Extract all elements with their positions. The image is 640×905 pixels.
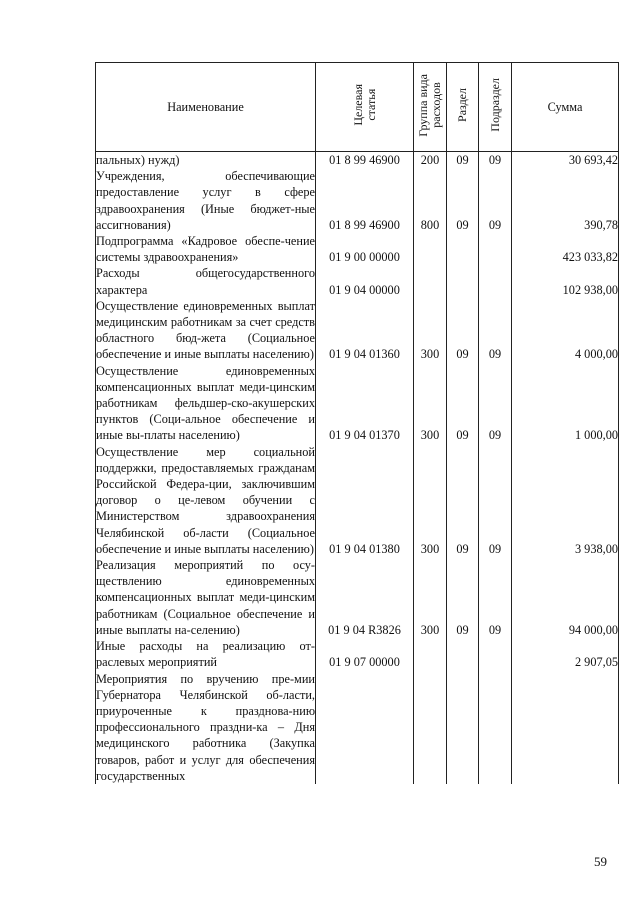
table-row	[96, 557, 619, 638]
row-expense-group: 200	[414, 152, 447, 169]
row-target-article: 01 9 00 00000	[316, 233, 414, 265]
row-section: 09	[447, 298, 479, 363]
row-subsection: 09	[479, 168, 512, 233]
header-name: Наименование	[96, 63, 316, 152]
row-expense-group: 300	[414, 444, 447, 557]
table-row	[96, 168, 619, 233]
row-sum: 3 938,00	[512, 444, 619, 557]
table-header-row	[96, 63, 619, 152]
row-expense-group: 300	[414, 298, 447, 363]
row-expense-group: 800	[414, 168, 447, 233]
budget-table	[95, 62, 619, 784]
row-name: Учреждения, обеспечивающие предоставление услуг в сфере здравоохранения (Иные бюджет-ные ассигнования)	[96, 169, 315, 232]
row-expense-group	[414, 265, 447, 297]
table-row	[96, 671, 619, 784]
row-expense-group: 300	[414, 363, 447, 444]
row-expense-group	[414, 233, 447, 265]
row-target-article: 01 9 04 R3826	[316, 557, 414, 638]
row-subsection	[479, 671, 512, 784]
row-subsection	[479, 233, 512, 265]
row-sum: 1 000,00	[512, 363, 619, 444]
row-sum	[512, 671, 619, 784]
row-name: Мероприятия по вручению пре-мии Губернатора Челябинской об-ласти, приуроченные к празднова-нию профессионального праздни-ка – Дня медицинского работника (Закупка товаров, работ и услуг для обеспечения государственных	[96, 671, 315, 783]
row-section	[447, 638, 479, 670]
row-name: Реализация мероприятий по осу-ществлению единовременных компенсационных выплат меди-цинским работникам (Социальное обеспечение и иные выплаты на-селению)	[96, 558, 315, 637]
table-row	[96, 363, 619, 444]
row-subsection: 09	[479, 557, 512, 638]
header-section: Раздел	[447, 63, 479, 152]
row-section: 09	[447, 363, 479, 444]
table-row	[96, 265, 619, 297]
table-row	[96, 298, 619, 363]
row-target-article: 01 8 99 46900	[316, 168, 414, 233]
row-section: 09	[447, 557, 479, 638]
row-name: Осуществление единовременных выплат медицинским работникам за счет средств областного бюд-жета (Социальное обеспечение и иные выплаты населению)	[96, 298, 315, 362]
row-section	[447, 671, 479, 784]
row-name: пальных) нужд)	[96, 152, 316, 169]
table-row	[96, 152, 619, 169]
row-sum: 390,78	[512, 168, 619, 233]
row-sum: 94 000,00	[512, 557, 619, 638]
row-target-article: 01 9 04 00000	[316, 265, 414, 297]
row-expense-group	[414, 638, 447, 670]
row-expense-group: 300	[414, 557, 447, 638]
header-sum: Сумма	[512, 63, 619, 152]
row-target-article: 01 8 99 46900	[316, 152, 414, 169]
row-target-article: 01 9 04 01380	[316, 444, 414, 557]
row-section	[447, 265, 479, 297]
row-subsection: 09	[479, 298, 512, 363]
table-row	[96, 233, 619, 265]
row-section	[447, 233, 479, 265]
row-section: 09	[447, 168, 479, 233]
row-name: Осуществление мер социальной поддержки, предоставляемых гражданам Российской Федера-ции, заключившим договор о це-левом обучении с Министерством здравоохранения Челябинской об-ласти (Социальное обеспечение и иные выплаты населению)	[96, 444, 315, 556]
row-name: Подпрограмма «Кадровое обеспе-чение системы здравоохранения»	[96, 234, 315, 265]
row-target-article: 01 9 04 01360	[316, 298, 414, 363]
header-subsection: Подраздел	[479, 63, 512, 152]
row-sum: 30 693,42	[512, 152, 619, 169]
row-target-article: 01 9 07 00000	[316, 638, 414, 670]
row-section: 09	[447, 152, 479, 169]
row-name: Осуществление единовременных компенсационных выплат меди-цинским работникам фельдшер-ско-акушерских пунктов (Соци-альное обеспечение и иные вы-платы населению)	[96, 363, 315, 443]
page-number: 59	[594, 854, 607, 869]
row-name: Иные расходы на реализацию от-раслевых мероприятий	[96, 639, 315, 670]
row-sum: 102 938,00	[512, 265, 619, 297]
row-sum: 4 000,00	[512, 298, 619, 363]
header-target-article: Целевая статья	[316, 63, 414, 152]
row-subsection	[479, 265, 512, 297]
row-subsection: 09	[479, 444, 512, 557]
table-row	[96, 638, 619, 670]
row-sum: 423 033,82	[512, 233, 619, 265]
row-target-article: 01 9 04 01370	[316, 363, 414, 444]
row-subsection: 09	[479, 363, 512, 444]
row-name: Расходы общегосударственного характера	[96, 266, 315, 297]
table-row	[96, 444, 619, 557]
row-subsection: 09	[479, 152, 512, 169]
row-section: 09	[447, 444, 479, 557]
row-expense-group	[414, 671, 447, 784]
header-expense-group: Группа вида расходов	[414, 63, 447, 152]
row-subsection	[479, 638, 512, 670]
row-target-article	[316, 671, 414, 784]
row-sum: 2 907,05	[512, 638, 619, 670]
